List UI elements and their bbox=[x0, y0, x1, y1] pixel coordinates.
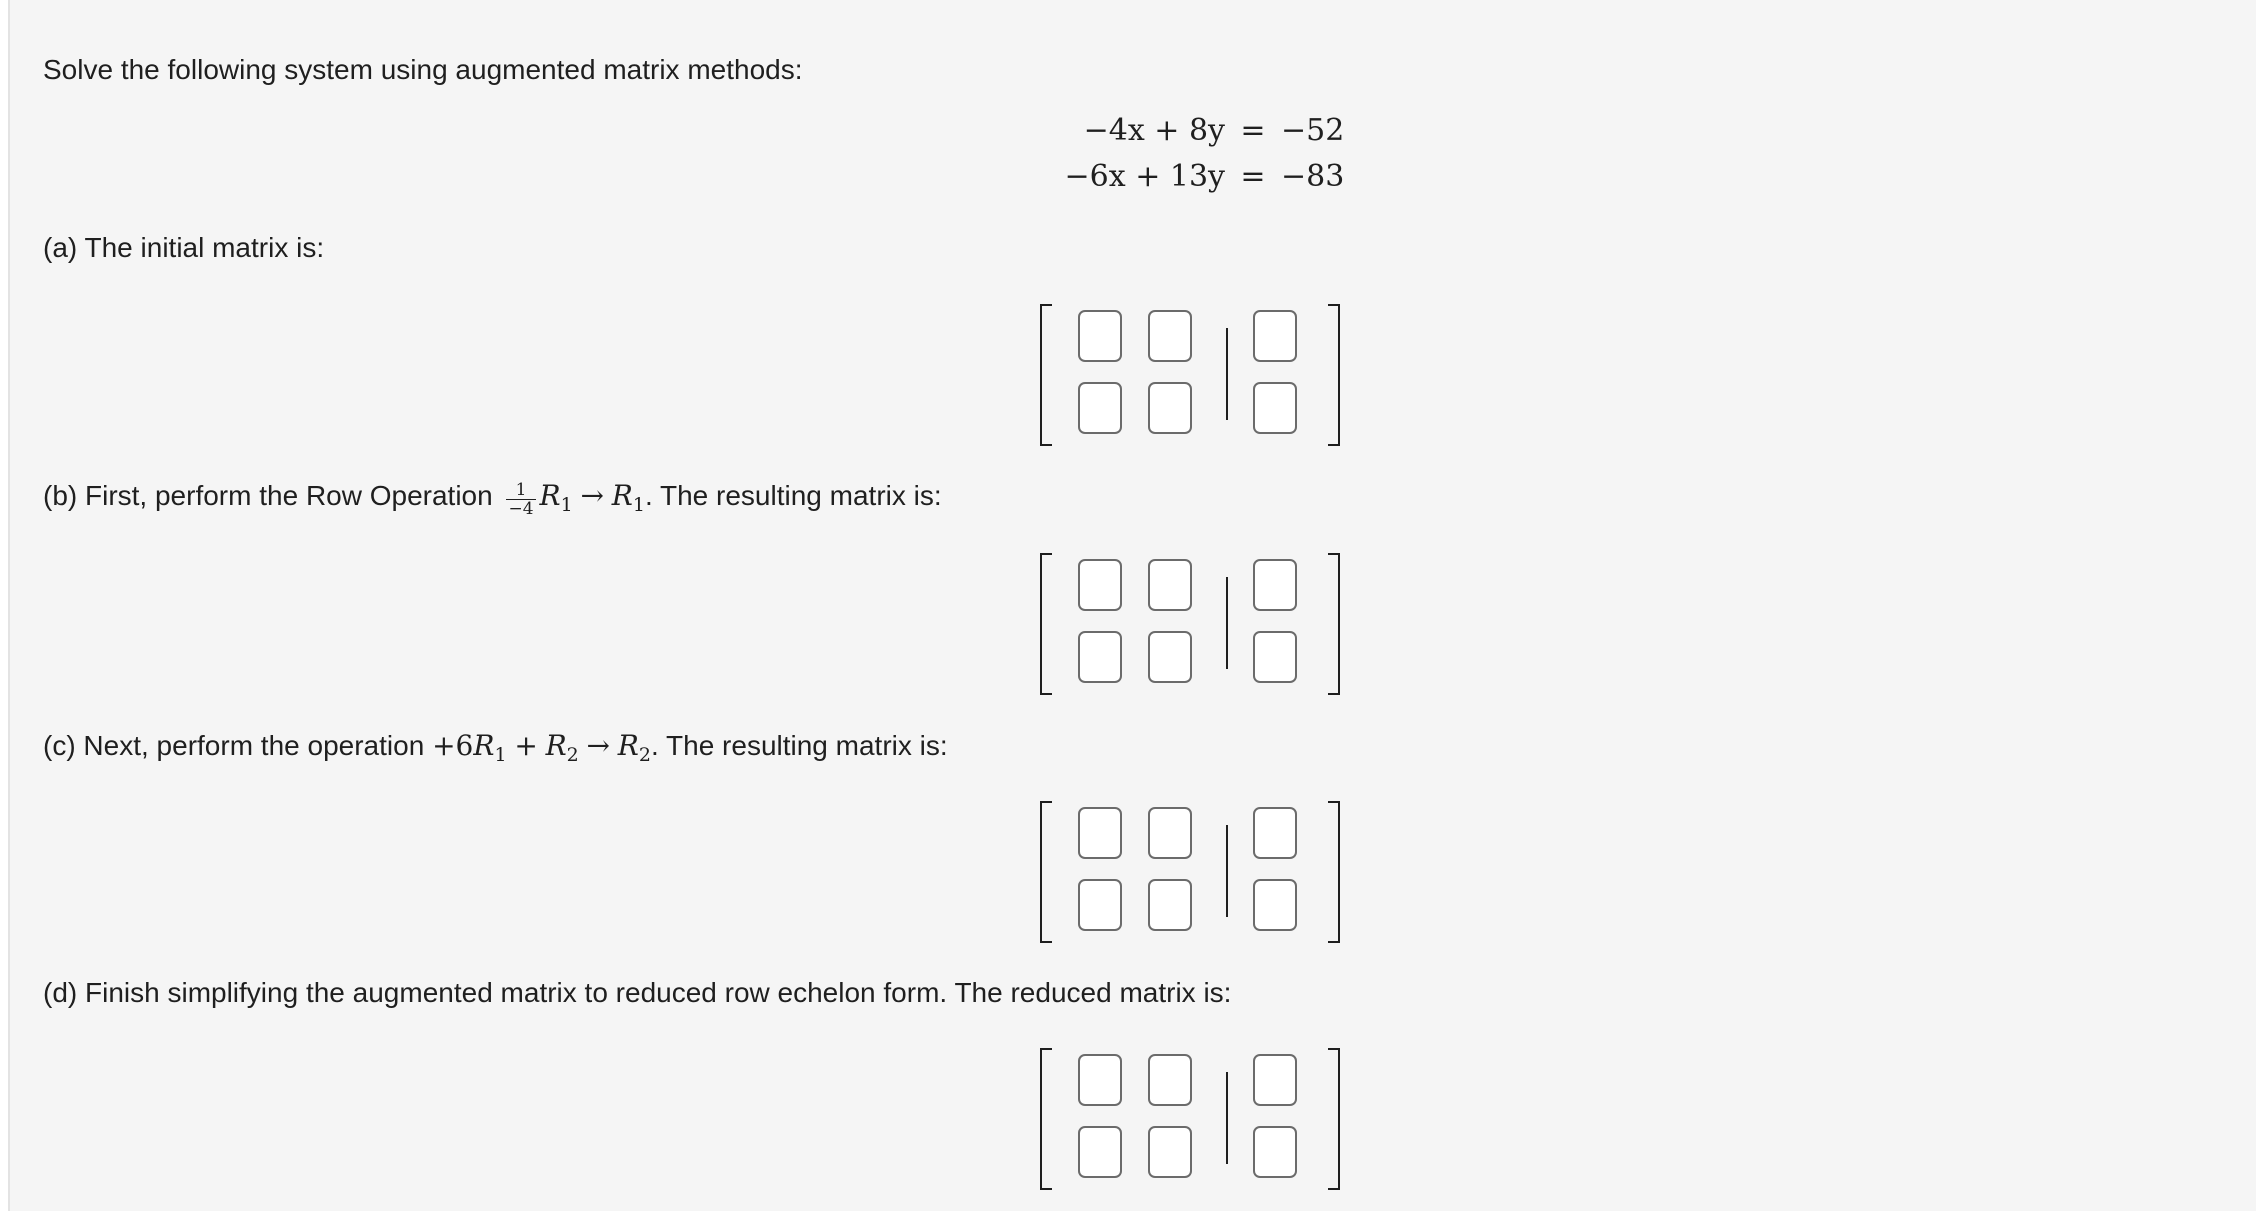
matrix-b-r1c1-input[interactable] bbox=[1078, 559, 1122, 611]
matrix-b-r2c3-input[interactable] bbox=[1253, 631, 1297, 683]
result-row-index: 1 bbox=[632, 494, 645, 516]
part-c-label bbox=[43, 728, 948, 773]
plus-symbol: + bbox=[514, 729, 538, 762]
part-a-label: (a) The initial matrix is: bbox=[43, 232, 325, 263]
question-panel bbox=[8, 0, 2256, 1211]
matrix-b bbox=[1040, 553, 1340, 695]
matrix-d-left-bracket bbox=[1040, 1048, 1052, 1190]
matrix-a-r2c2-input[interactable] bbox=[1148, 382, 1192, 434]
row-symbol: R bbox=[539, 479, 561, 512]
matrix-c-r1c2-input[interactable] bbox=[1148, 807, 1192, 859]
matrix-c-augment-divider bbox=[1226, 825, 1228, 917]
part-b-prefix: (b) First, perform the Row Operation bbox=[43, 480, 493, 511]
matrix-c-r2c1-input[interactable] bbox=[1078, 879, 1122, 931]
matrix-d-r1c1-input[interactable] bbox=[1078, 1054, 1122, 1106]
row1-index: 1 bbox=[494, 744, 507, 766]
row1-symbol: R bbox=[473, 729, 495, 762]
equation-2-rel: = bbox=[1240, 159, 1266, 194]
result-row-symbol: R bbox=[611, 479, 633, 512]
equation-row-2 bbox=[1060, 154, 1344, 200]
matrix-b-r2c2-input[interactable] bbox=[1148, 631, 1192, 683]
row-index: 1 bbox=[560, 494, 573, 516]
matrix-b-augment-divider bbox=[1226, 577, 1228, 669]
equation-1-rhs: −52 bbox=[1281, 113, 1345, 148]
matrix-c-r1c1-input[interactable] bbox=[1078, 807, 1122, 859]
matrix-a-r2c3-input[interactable] bbox=[1253, 382, 1297, 434]
matrix-b-left-bracket bbox=[1040, 553, 1052, 695]
result-row-symbol: R bbox=[617, 729, 639, 762]
matrix-b-r2c1-input[interactable] bbox=[1078, 631, 1122, 683]
part-c-prefix: (c) Next, perform the operation bbox=[43, 730, 425, 761]
matrix-a-right-bracket bbox=[1328, 304, 1340, 446]
equation-2-rhs: −83 bbox=[1281, 159, 1345, 194]
matrix-d-r2c2-input[interactable] bbox=[1148, 1126, 1192, 1178]
equation-1-rel: = bbox=[1240, 113, 1266, 148]
matrix-a-left-bracket bbox=[1040, 304, 1052, 446]
equation-2-lhs: −6x + 13y bbox=[1064, 159, 1225, 194]
matrix-c bbox=[1040, 801, 1340, 943]
matrix-d bbox=[1040, 1048, 1340, 1190]
matrix-d-r2c1-input[interactable] bbox=[1078, 1126, 1122, 1178]
matrix-a-r1c2-input[interactable] bbox=[1148, 310, 1192, 362]
part-b-label bbox=[43, 478, 942, 523]
matrix-c-r2c3-input[interactable] bbox=[1253, 879, 1297, 931]
equation-system bbox=[1060, 108, 1344, 200]
fraction-numerator: 1 bbox=[506, 481, 535, 500]
arrow-symbol: → bbox=[580, 479, 604, 512]
matrix-a-r2c1-input[interactable] bbox=[1078, 382, 1122, 434]
matrix-c-r1c3-input[interactable] bbox=[1253, 807, 1297, 859]
equation-row-1 bbox=[1060, 108, 1344, 154]
row2-symbol: R bbox=[545, 729, 567, 762]
matrix-b-r1c2-input[interactable] bbox=[1148, 559, 1192, 611]
part-b-suffix: . The resulting matrix is: bbox=[644, 480, 942, 511]
part-d-label: (d) Finish simplifying the augmented matrix to reduced row echelon form. The reduced matrix is: bbox=[43, 977, 1232, 1008]
equation-1-lhs: −4x + 8y bbox=[1083, 113, 1225, 148]
fraction-denominator: −4 bbox=[508, 499, 534, 520]
matrix-d-r2c3-input[interactable] bbox=[1253, 1126, 1297, 1178]
matrix-a bbox=[1040, 304, 1340, 446]
result-row-index: 2 bbox=[638, 744, 651, 766]
matrix-a-r1c1-input[interactable] bbox=[1078, 310, 1122, 362]
matrix-c-left-bracket bbox=[1040, 801, 1052, 943]
matrix-d-r1c3-input[interactable] bbox=[1253, 1054, 1297, 1106]
part-c-suffix: . The resulting matrix is: bbox=[650, 730, 948, 761]
matrix-d-r1c2-input[interactable] bbox=[1148, 1054, 1192, 1106]
matrix-b-r1c3-input[interactable] bbox=[1253, 559, 1297, 611]
matrix-d-augment-divider bbox=[1226, 1072, 1228, 1164]
matrix-a-augment-divider bbox=[1226, 328, 1228, 420]
matrix-b-right-bracket bbox=[1328, 553, 1340, 695]
matrix-c-right-bracket bbox=[1328, 801, 1340, 943]
scalar-fraction bbox=[506, 481, 535, 518]
arrow-symbol: → bbox=[586, 729, 610, 762]
row-coefficient: +6 bbox=[432, 729, 474, 762]
problem-intro: Solve the following system using augmented matrix methods: bbox=[43, 54, 803, 85]
matrix-a-r1c3-input[interactable] bbox=[1253, 310, 1297, 362]
row2-index: 2 bbox=[566, 744, 579, 766]
matrix-d-right-bracket bbox=[1328, 1048, 1340, 1190]
matrix-c-r2c2-input[interactable] bbox=[1148, 879, 1192, 931]
